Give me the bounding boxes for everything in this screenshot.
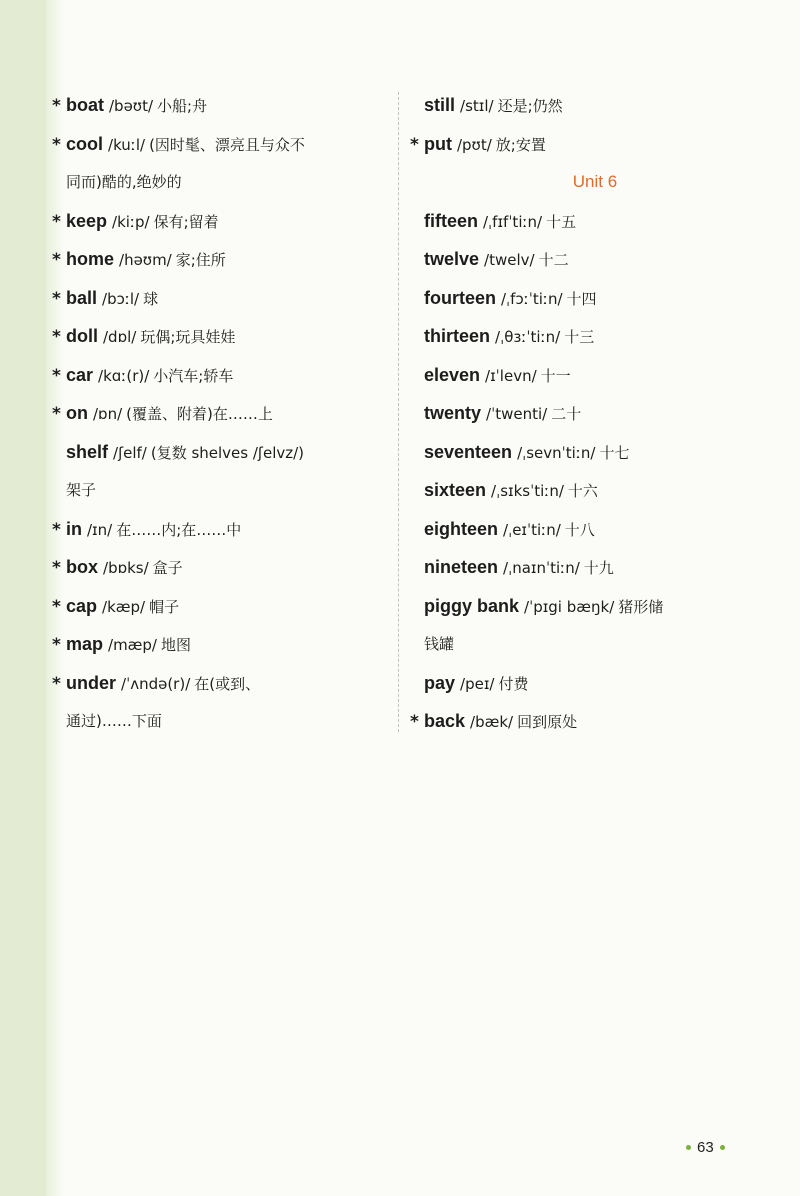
vocab-meaning: 保有;留着 [153, 212, 219, 231]
vocab-phonetic: /ˈʌndə(r)/ [121, 674, 191, 693]
vocab-phonetic: /ʃelf/ [113, 443, 147, 462]
vocab-meaning: 二十 [551, 405, 582, 423]
page-dot-left [686, 1145, 691, 1150]
vocab-entry [410, 240, 750, 279]
required-word-star-icon: * [52, 250, 61, 270]
vocab-word: twenty [424, 403, 482, 423]
vocab-meaning: 还是;仍然 [497, 97, 563, 115]
vocab-entry [410, 202, 750, 241]
vocab-phonetic: /ˌeɪˈtiːn/ [503, 520, 561, 539]
vocab-word: fourteen [424, 287, 496, 308]
vocab-phonetic: /peɪ/ [460, 674, 495, 693]
vocab-entry [410, 317, 750, 356]
vocab-meaning: 十二 [538, 251, 569, 269]
vocab-entry [52, 664, 388, 703]
vocab-phonetic: /ˌfɔːˈtiːn/ [501, 289, 563, 308]
vocab-entry-continuation [410, 625, 750, 664]
vocab-meaning: 十八 [564, 520, 595, 539]
vocab-phonetic: /ɪn/ [87, 520, 113, 539]
vocab-meaning: 十四 [566, 289, 597, 308]
vocab-phonetic: /ɒn/ [93, 405, 123, 423]
vocab-phonetic: /bæk/ [470, 713, 514, 731]
vocab-word: cool [66, 133, 104, 154]
vocab-word: home [66, 249, 115, 269]
vocab-word: sixteen [424, 480, 487, 500]
vocab-word: fifteen [424, 210, 478, 231]
vocab-word: under [66, 672, 117, 693]
vocab-meaning: 帽子 [149, 597, 180, 616]
vocab-entry [52, 125, 388, 164]
vocab-entry [52, 202, 388, 241]
vocab-word: cap [66, 595, 98, 616]
vocab-entry [52, 510, 388, 549]
vocab-phonetic: /ˌsevnˈtiːn/ [517, 443, 596, 462]
vocab-entry [52, 548, 388, 587]
vocab-word: put [424, 133, 452, 154]
required-word-star-icon: * [52, 288, 61, 309]
vocab-word: on [66, 403, 88, 423]
vocab-meaning: 付费 [498, 674, 529, 693]
required-word-star-icon: * [52, 134, 61, 155]
required-word-star-icon: * [52, 96, 61, 116]
vocab-word: eleven [424, 364, 481, 385]
vocab-entry [52, 587, 388, 626]
vocab-word: in [66, 518, 82, 539]
vocab-entry [52, 240, 388, 279]
vocab-phonetic: /ɪˈlevn/ [485, 366, 537, 385]
vocab-entry [52, 356, 388, 395]
vocab-phonetic: /ˈpɪgi bæŋk/ [524, 597, 615, 616]
vocab-entry [410, 86, 750, 125]
vocab-entry [410, 471, 750, 510]
vocab-phonetic: /bəʊt/ [109, 97, 154, 115]
vocab-entry [410, 664, 750, 703]
vocab-meaning: 在(或到、 [194, 674, 261, 693]
vocab-word: back [424, 711, 466, 731]
vocab-word: keep [66, 210, 108, 231]
vocab-meaning: 十六 [567, 482, 598, 500]
vocab-phonetic: /ˌnaɪnˈtiːn/ [503, 559, 580, 577]
column-divider [398, 92, 399, 732]
vocab-word: eighteen [424, 518, 499, 539]
vocab-phonetic: /kɑː(r)/ [98, 366, 150, 385]
vocab-meaning: 地图 [161, 636, 192, 654]
vocab-phonetic: /kiːp/ [112, 212, 150, 231]
vocab-phonetic: /mæp/ [108, 636, 157, 654]
vocab-meaning: 通过)……下面 [66, 712, 162, 730]
vocab-entry [410, 279, 750, 318]
vocab-entry [410, 510, 750, 549]
vocab-meaning: 十一 [540, 366, 571, 385]
vocab-meaning: 同而)酷的,绝妙的 [66, 173, 182, 191]
required-word-star-icon: * [52, 673, 61, 694]
vocab-phonetic: /pʊt/ [456, 135, 492, 154]
vocab-phonetic: /dɒl/ [103, 328, 137, 346]
vocab-phonetic: /stɪl/ [460, 97, 494, 115]
vocab-meaning: 玩偶;玩具娃娃 [140, 328, 236, 346]
vocab-meaning: 在……内;在……中 [116, 520, 242, 539]
vocab-meaning: 盒子 [152, 559, 183, 577]
vocab-meaning: 十三 [564, 328, 595, 346]
vocab-word: still [424, 95, 456, 115]
required-word-star-icon: * [52, 519, 61, 540]
vocab-meaning: 十九 [583, 559, 614, 577]
vocab-meaning: 架子 [66, 481, 97, 499]
vocab-meaning: 猪形储 [618, 597, 664, 616]
vocab-word: shelf [66, 441, 109, 462]
required-word-star-icon: * [52, 211, 61, 232]
vocab-word: pay [424, 672, 456, 693]
vocab-meaning: 回到原处 [517, 713, 578, 731]
vocab-entry [410, 356, 750, 395]
vocab-phonetic: /həʊm/ [119, 251, 172, 269]
required-word-star-icon: * [52, 404, 61, 424]
required-word-star-icon: * [52, 596, 61, 617]
vocab-entry-continuation [52, 163, 388, 202]
page-footer [686, 1136, 725, 1158]
required-word-star-icon: * [52, 558, 61, 578]
vocab-word: piggy bank [424, 595, 520, 616]
page-number: 63 [697, 1138, 714, 1156]
vocab-entry [52, 86, 388, 125]
vocab-phonetic: /ˌθɜːˈtiːn/ [495, 328, 561, 346]
vocab-meaning: 家;住所 [175, 251, 226, 269]
vocab-phonetic: /twelv/ [484, 251, 535, 269]
vocab-phonetic: /ˌsɪksˈtiːn/ [491, 482, 564, 500]
vocab-word: box [66, 557, 99, 577]
vocab-meaning: (复数 shelves /ʃelvz/) [150, 443, 305, 462]
vocab-entry-continuation [52, 702, 388, 741]
vocab-entry [52, 394, 388, 433]
vocab-entry-continuation [52, 433, 388, 472]
vocab-entry [52, 279, 388, 318]
vocab-word: thirteen [424, 326, 491, 346]
vocab-word: seventeen [424, 441, 513, 462]
vocab-phonetic: /ˌfɪfˈtiːn/ [483, 212, 543, 231]
vocab-meaning: 小汽车;轿车 [153, 366, 234, 385]
required-word-star-icon: * [52, 327, 61, 347]
vocab-meaning: 十七 [599, 443, 630, 462]
vocab-meaning: (覆盖、附着)在……上 [126, 405, 273, 423]
vocab-entry [410, 587, 750, 626]
vocab-word: car [66, 364, 94, 385]
vocab-meaning: 球 [143, 289, 159, 308]
vocab-entry [52, 625, 388, 664]
required-word-star-icon: * [410, 134, 419, 155]
page-dot-right [720, 1145, 725, 1150]
vocab-word: boat [66, 95, 104, 115]
vocab-entry [410, 433, 750, 472]
vocabulary-column-right [410, 86, 750, 741]
vocab-meaning: 钱罐 [424, 635, 455, 653]
vocab-word: nineteen [424, 557, 499, 577]
vocab-phonetic: /bɒks/ [103, 559, 149, 577]
vocab-word: ball [66, 287, 98, 308]
vocab-word: map [66, 634, 104, 654]
vocab-phonetic: /bɔːl/ [102, 289, 140, 308]
vocab-phonetic: /ˈtwenti/ [486, 405, 548, 423]
vocab-word: twelve [424, 249, 480, 269]
required-word-star-icon: * [52, 365, 61, 386]
vocabulary-column-left [52, 86, 388, 741]
vocab-entry [410, 548, 750, 587]
vocab-entry [410, 125, 750, 164]
vocab-meaning: 十五 [546, 212, 577, 231]
page-margin-band [0, 0, 46, 1196]
unit-heading: Unit 6 [572, 172, 618, 191]
vocab-phonetic: /kæp/ [102, 597, 146, 616]
vocab-word: doll [66, 326, 98, 346]
vocab-entry [410, 702, 750, 741]
vocab-entry-continuation [52, 471, 388, 510]
required-word-star-icon: * [410, 712, 419, 732]
vocab-entry [410, 394, 750, 433]
required-word-star-icon: * [52, 635, 61, 655]
vocab-meaning: 小船;舟 [157, 97, 208, 115]
vocab-entry [52, 317, 388, 356]
vocab-meaning: (因时髦、漂亮且与众不 [149, 135, 305, 154]
vocab-phonetic: /kuːl/ [108, 135, 146, 154]
vocab-meaning: 放;安置 [495, 135, 546, 154]
